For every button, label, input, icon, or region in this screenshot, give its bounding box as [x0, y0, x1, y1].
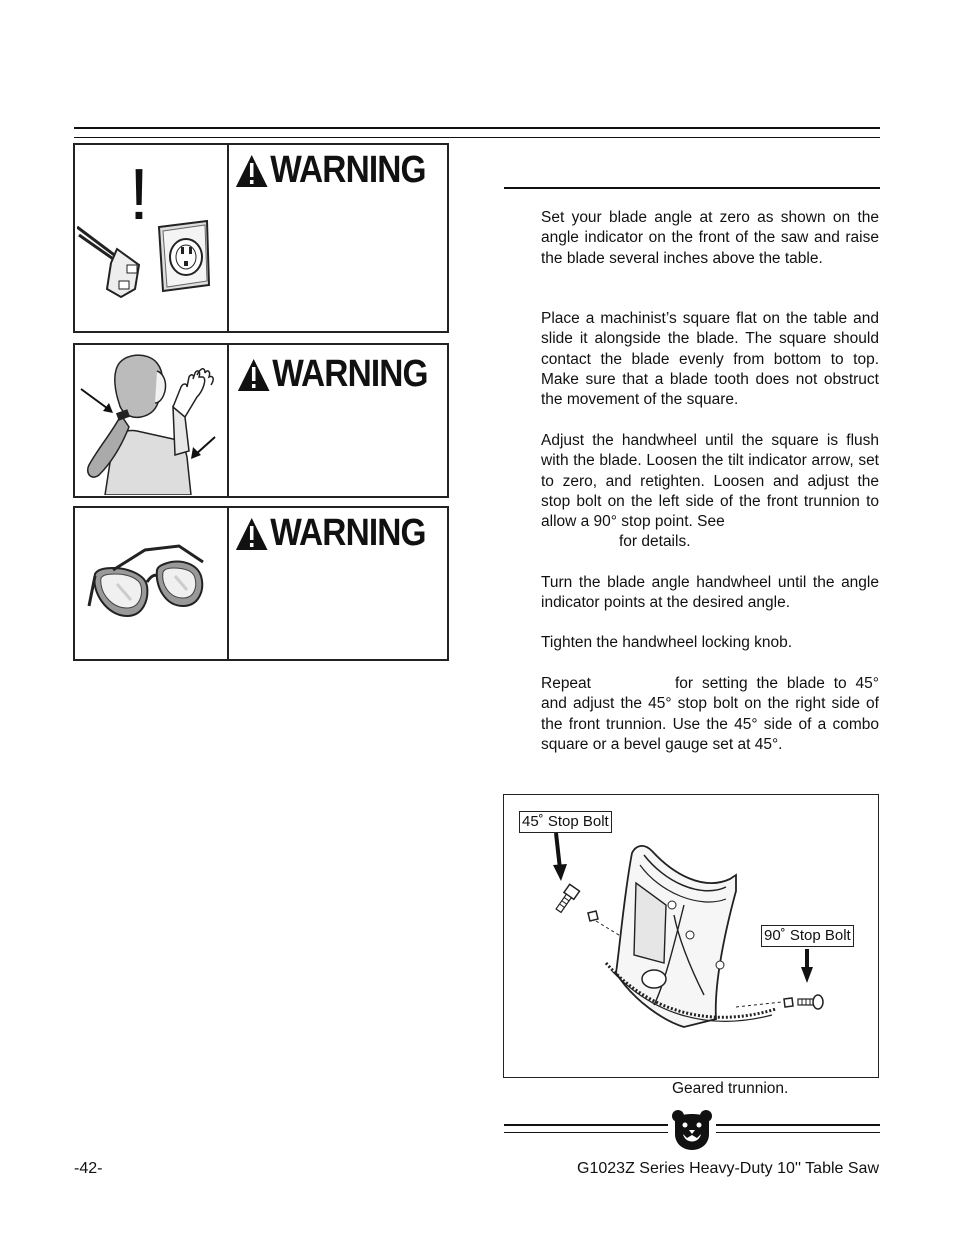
- step-paragraph: [541, 674, 879, 755]
- warning-heading: [235, 512, 426, 555]
- warning-box-unplug: [73, 143, 449, 333]
- person-tied-hair-icon: [77, 347, 225, 495]
- warning-heading-text: WARNING: [270, 149, 426, 191]
- callout-45-stop-bolt: 45˚ Stop Bolt: [519, 811, 612, 833]
- warning-heading: [235, 149, 426, 192]
- step-paragraph: Place a machinist’s square flat on the table and slide it alongside the blade. The square should contact the blade evenly from bottom to top. Make sure that a blade tooth does not obstruct the movement of the square.: [541, 310, 879, 409]
- step-text: for setting the blade to 45° and adjust the 45° stop bolt on the right side of the front trunnion. Use the 45° side of a combo square or a bevel gauge set at 45°.: [541, 675, 879, 753]
- warning-box-hair: [73, 343, 449, 498]
- step-paragraph: [541, 431, 879, 553]
- header-rule-thin: [74, 137, 880, 138]
- header-rule-thick: [74, 127, 880, 129]
- warning-box-eyewear: [73, 506, 449, 661]
- callout-90-stop-bolt: 90˚ Stop Bolt: [761, 925, 854, 947]
- warning-heading-text: WARNING: [270, 512, 426, 554]
- figure-caption: Geared trunnion.: [672, 1080, 789, 1097]
- warning-triangle-icon: [237, 358, 270, 392]
- stop-bolt-45: [554, 884, 580, 914]
- warning-heading: [237, 353, 428, 396]
- warning-box-divider: [227, 345, 229, 496]
- manual-title: G1023Z Series Heavy-Duty 10'' Table Saw: [577, 1160, 879, 1177]
- step-text: for details.: [619, 533, 691, 551]
- safety-glasses-icon: [87, 544, 217, 634]
- trunnion-figure: [503, 794, 879, 1078]
- step-paragraph: Set your blade angle at zero as shown on the angle indicator on the front of the saw and raise the blade several inches above the table.: [541, 209, 879, 267]
- step-text: Repeat: [541, 675, 591, 692]
- unplug-cord-icon: [77, 219, 217, 309]
- step-paragraph: Tighten the handwheel locking knob.: [541, 634, 793, 651]
- footer-rule-right-thin: [716, 1132, 880, 1133]
- step-text: Adjust the handwheel until the square is flush with the blade. Loosen the tilt indicator arrow, set to zero, and retighten. Loosen and adjust the stop bolt on the left side of the front trunnion to allow a 90° stop point. See: [541, 432, 879, 531]
- page-number: -42-: [74, 1160, 103, 1177]
- warning-box-divider: [227, 145, 229, 331]
- warning-triangle-icon: [235, 517, 268, 551]
- section-rule: [504, 187, 880, 189]
- warning-heading-text: WARNING: [272, 353, 428, 395]
- footer-rule-left-thick: [504, 1124, 668, 1126]
- stop-bolt-90: [784, 995, 823, 1009]
- exclamation-mark: !: [129, 155, 150, 235]
- bear-logo-icon: [671, 1108, 713, 1152]
- warning-box-divider: [227, 508, 229, 659]
- footer-rule-right-thick: [716, 1124, 880, 1126]
- step-paragraph: Turn the blade angle handwheel until the angle indicator points at the desired angle.: [541, 574, 879, 612]
- warning-triangle-icon: [235, 154, 268, 188]
- footer-rule-left-thin: [504, 1132, 668, 1133]
